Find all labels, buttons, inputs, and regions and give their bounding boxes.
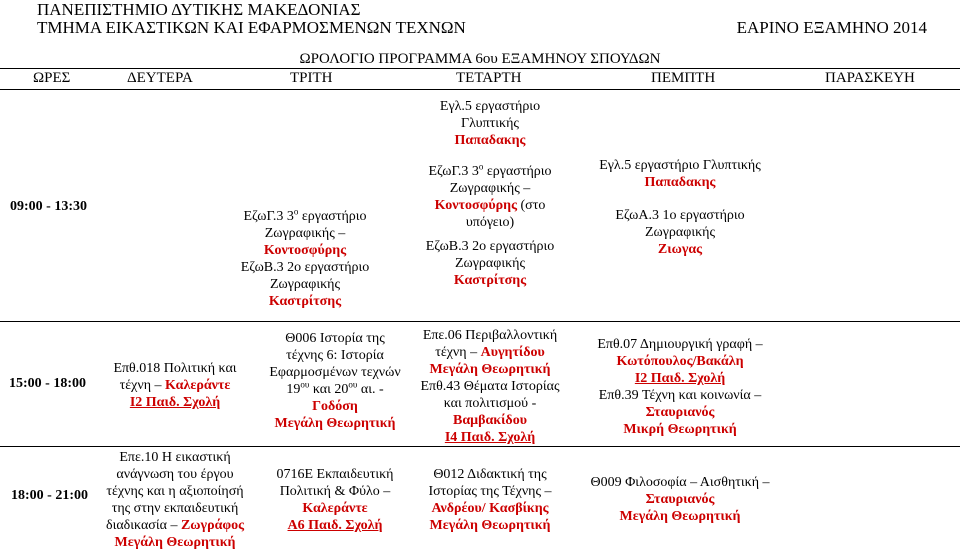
divider: [0, 321, 960, 322]
class-cell-wed-evening: Θ012 Διδακτική της Ιστορίας της Τέχνης – Ανδρέου/ Κασβίκης Μεγάλη Θεωρητική: [428, 467, 552, 533]
class-cell-mon-evening: Επε.10 Η εικαστική ανάγνωση του έργου τέχνης και η αξιοποίησή της στην εκπαιδευτική διαδικασία – Ζωγράφος Μεγάλη Θεωρητική: [105, 450, 245, 550]
class-cell-mon-afternoon: Επθ.018 Πολιτική και τέχνη – Καλεράντε Ι2 Παιδ. Σχολή: [113, 361, 237, 410]
class-cell-tue-morning: ΕζωΓ.3 $3^o$ εργαστήριο Ζωγραφικής – Κοντοσφύρης ΕζωΒ.3 2ο εργαστήριο Ζωγραφικής Καστρίτσης: [240, 206, 370, 309]
department-name: ΤΜΗΜΑ ΕΙΚΑΣΤΙΚΩΝ ΚΑΙ ΕΦΑΡΜΟΣΜΕΝΩΝ ΤΕΧΝΩΝ: [37, 18, 466, 37]
column-header-tuesday: ΤΡΙΤΗ: [290, 70, 333, 86]
divider: [0, 446, 960, 447]
time-slot-afternoon: 15:00 - 18:00: [9, 376, 86, 391]
time-slot-morning: 09:00 - 13:30: [10, 199, 87, 214]
column-header-thursday: ΠΕΜΠΤΗ: [651, 70, 716, 86]
time-slot-evening: 18:00 - 21:00: [11, 488, 88, 503]
class-cell-thu-evening: Θ009 Φιλοσοφία – Αισθητική – Σταυριανός Μεγάλη Θεωρητική: [590, 475, 770, 524]
class-cell-thu-afternoon: Επθ.07 Δημιουργική γραφή – Κωτόπουλος/Βακάλη Ι2 Παιδ. Σχολή Επθ.39 Τέχνη και κοινωνία – Σταυριανός Μικρή Θεωρητική: [597, 337, 763, 437]
class-cell-thu-morning: Εγλ.5 εργαστήριο Γλυπτικής Παπαδακης ΕζωΑ.3 1ο εργαστήριο Ζωγραφικής Ζιωγας: [599, 158, 761, 257]
class-cell-wed-morning: Εγλ.5 εργαστήριο Γλυπτικής Παπαδακης ΕζωΓ.3 $3^o$ εργαστήριο Ζωγραφικής – Κοντοσφύρης (στο υπόγειο) ΕζωΒ.3 2ο εργαστήριο Ζωγραφικής Καστρίτσης: [425, 99, 555, 288]
university-name: ΠΑΝΕΠΙΣΤΗΜΙΟ ΔΥΤΙΚΗΣ ΜΑΚΕΔΟΝΙΑΣ: [37, 0, 361, 19]
schedule-title: ΩΡΟΛΟΓΙΟ ΠΡΟΓΡΑΜΜΑ 6ου ΕΞΑΜΗΝΟΥ ΣΠΟΥΔΩΝ: [299, 51, 661, 67]
class-cell-tue-afternoon: Θ006 Ιστορία της τέχνης 6: Ιστορία Εφαρμοσμένων τεχνών $19^{o\upsilon}$ και $20^{o\upsilon}$ αι. - Γοδόση Μεγάλη Θεωρητική: [269, 331, 401, 431]
class-cell-tue-evening: 0716Ε Εκπαιδευτική Πολιτική & Φύλο – Καλεράντε Α6 Παιδ. Σχολή: [276, 467, 394, 533]
class-cell-wed-afternoon: Επε.06 Περιβαλλοντική τέχνη – Αυγητίδου Μεγάλη Θεωρητική Επθ.43 Θέματα Ιστορίας και πολιτισμού - Βαμβακίδου Ι4 Παιδ. Σχολή: [420, 328, 560, 445]
semester-label: ΕΑΡΙΝΟ ΕΞΑΜΗΝΟ 2014: [736, 18, 927, 37]
column-header-wednesday: ΤΕΤΑΡΤΗ: [456, 70, 522, 86]
divider: [0, 89, 960, 90]
column-header-friday: ΠΑΡΑΣΚΕΥΗ: [825, 70, 915, 86]
column-header-monday: ΔΕΥΤΕΡΑ: [127, 70, 193, 86]
column-header-hours: ΩΡΕΣ: [33, 70, 71, 86]
